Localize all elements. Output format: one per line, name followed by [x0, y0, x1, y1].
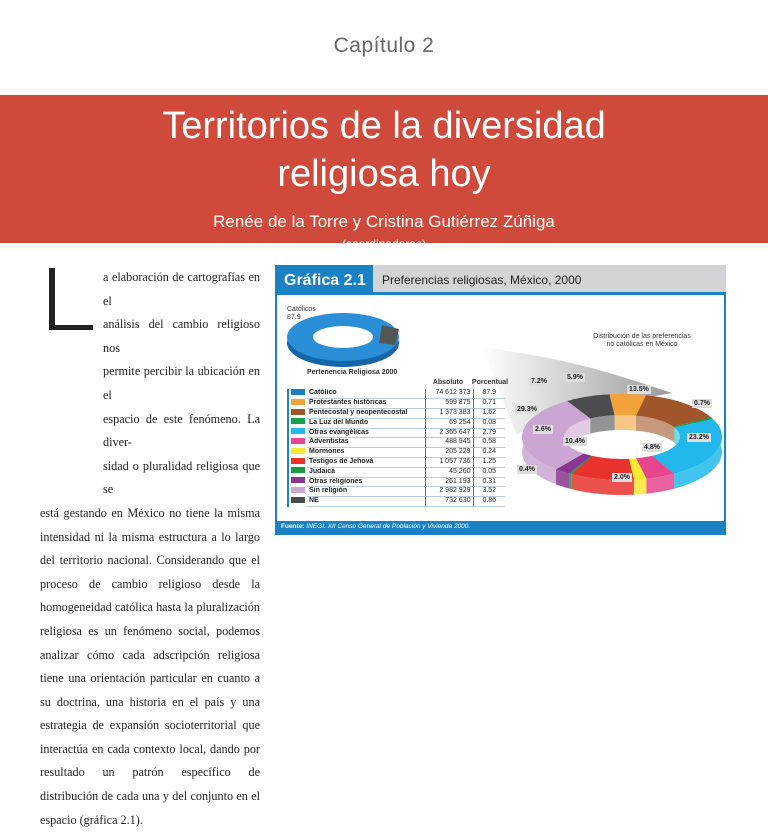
- row-name: Otras evangélicas: [307, 428, 425, 438]
- row-name: Pentecostal y neopentecostal: [307, 409, 425, 419]
- table-row: [288, 497, 505, 507]
- percent-label: 29.3%: [517, 406, 537, 413]
- line: permite percibir la ubicación en el: [103, 364, 260, 402]
- table-title: Pertenencia Religiosa 2000: [307, 369, 398, 376]
- row-percent: 1.62: [473, 409, 505, 419]
- table-row: [288, 438, 505, 448]
- row-name: Mormones: [307, 448, 425, 458]
- row-percent: 2.79: [473, 428, 505, 438]
- table-row: [288, 399, 505, 409]
- row-name: Protestantes históricas: [307, 399, 425, 409]
- row-name: Sin religión: [307, 487, 425, 497]
- body-paragraph: [40, 266, 260, 832]
- legend-swatch: [291, 409, 305, 415]
- row-percent: 0.05: [473, 467, 505, 477]
- row-absolute: 1 057 736: [425, 458, 473, 468]
- percent-label: 4.8%: [644, 444, 660, 451]
- book-title: [0, 102, 768, 198]
- table-row: [288, 477, 505, 487]
- title-banner: [0, 95, 768, 251]
- title-line-1: Territorios de la diversidad: [162, 105, 606, 147]
- row-absolute: 599 875: [425, 399, 473, 409]
- legend-swatch: [291, 477, 305, 483]
- legend-swatch: [291, 418, 305, 424]
- row-name: La Luz del Mundo: [307, 418, 425, 428]
- segment-side: [634, 479, 646, 495]
- row-percent: 87.9: [473, 389, 505, 399]
- row-absolute: 2 365 647: [425, 428, 473, 438]
- table-row: [288, 389, 505, 399]
- table-row: [288, 428, 505, 438]
- chart-subtitle: Distribución de las preferencias no católicas en México: [593, 333, 691, 348]
- row-absolute: 2 982 929: [425, 487, 473, 497]
- row-name: Otras religiones: [307, 477, 425, 487]
- percent-label: 10.4%: [565, 438, 585, 445]
- segment-inner-wall: [674, 427, 675, 443]
- figure-title: Preferencias religiosas, México, 2000: [382, 273, 582, 287]
- row-name: Católico: [307, 389, 425, 399]
- line: sidad o pluralidad religiosa que se: [103, 458, 260, 497]
- segment-inner-wall: [615, 415, 636, 431]
- row-absolute: 261 193: [425, 477, 473, 487]
- row-absolute: 1 373 383: [425, 409, 473, 419]
- table-row: [288, 458, 505, 468]
- figure-box: [275, 265, 726, 535]
- line: a elaboración de cartografías en el: [103, 270, 260, 308]
- row-percent: 3.52: [473, 487, 505, 497]
- line: análisis del cambio religioso nos: [103, 317, 260, 355]
- table-row: [288, 487, 505, 497]
- row-name: Adventistas: [307, 438, 425, 448]
- percent-label: 23.2%: [689, 434, 709, 441]
- percent-label: 5.9%: [567, 374, 583, 381]
- row-percent: 1.25: [473, 458, 505, 468]
- catholic-label: Católicos 87.9: [287, 306, 316, 321]
- col-porcentual: Porcentual: [471, 379, 509, 386]
- row-absolute: 45 260: [425, 467, 473, 477]
- legend-swatch: [291, 497, 305, 503]
- percent-label: 0.7%: [694, 400, 710, 407]
- row-absolute: 74 612 373: [425, 389, 473, 399]
- percent-label: 0.4%: [519, 466, 535, 473]
- figure-number: Gráfica 2.1: [275, 265, 373, 295]
- row-absolute: 488 945: [425, 438, 473, 448]
- figure-source: Fuente: INEGI. XII Censo General de Población y Vivienda 2000.: [277, 521, 724, 533]
- row-percent: 0.31: [473, 477, 505, 487]
- row-percent: 0.08: [473, 418, 505, 428]
- row-absolute: 205 229: [425, 448, 473, 458]
- legend-swatch: [291, 467, 305, 473]
- data-table: [287, 389, 505, 507]
- legend-swatch: [291, 458, 305, 464]
- line: espacio de este fenómeno. La diver-: [103, 411, 260, 450]
- legend-swatch: [291, 448, 305, 454]
- authors-role: (coordinadoras): [341, 237, 427, 251]
- row-percent: 0.71: [473, 399, 505, 409]
- table-row: [288, 448, 505, 458]
- title-line-2: religiosa hoy: [277, 153, 491, 195]
- legend-swatch: [291, 389, 305, 395]
- legend-swatch: [291, 399, 305, 405]
- row-absolute: 732 630: [425, 497, 473, 507]
- legend-swatch: [291, 487, 305, 493]
- paragraph-text: está gestando en México no tiene la misma intensidad ni la misma estructura a lo largo del territorio nacional. Considerando que el proceso de cambio religioso desde la homogeneidad católica hasta la pluralización religiosa es un fenómeno social, podemos analizar cómo cada adscripción religiosa tiene una orientación particular en cuanto a su doctrina, una historia en el país y una estrategia de expansión socioterritorial que interactúa en cada contexto local, dando por resultado un patrón específico de distribución de cada una y del conjunto en el espacio (gráfica 2.1).: [40, 505, 260, 827]
- table-row: [288, 418, 505, 428]
- legend-swatch: [291, 438, 305, 444]
- segment-side: [569, 474, 571, 490]
- row-absolute: 69 254: [425, 418, 473, 428]
- legend-swatch: [291, 428, 305, 434]
- row-name: NE: [307, 497, 425, 507]
- chapter-label: Capítulo 2: [333, 34, 435, 57]
- row-name: Testigos de Jehová: [307, 458, 425, 468]
- table-row: [288, 467, 505, 477]
- row-name: Judaica: [307, 467, 425, 477]
- row-percent: 0.58: [473, 438, 505, 448]
- row-percent: 0.24: [473, 448, 505, 458]
- percent-label: 2.6%: [535, 426, 551, 433]
- figure-header: [275, 265, 726, 295]
- catholic-hole: [313, 326, 373, 348]
- percent-label: 2.0%: [614, 474, 630, 481]
- segment-inner-wall: [590, 415, 614, 433]
- percent-label: 7.2%: [531, 378, 547, 385]
- authors: Renée de la Torre y Cristina Gutiérrez Zúñiga: [213, 212, 555, 231]
- col-absoluto: Absoluto: [432, 379, 464, 386]
- percent-label: 13.5%: [629, 386, 649, 393]
- table-row: [288, 409, 505, 419]
- row-percent: 0.86: [473, 497, 505, 507]
